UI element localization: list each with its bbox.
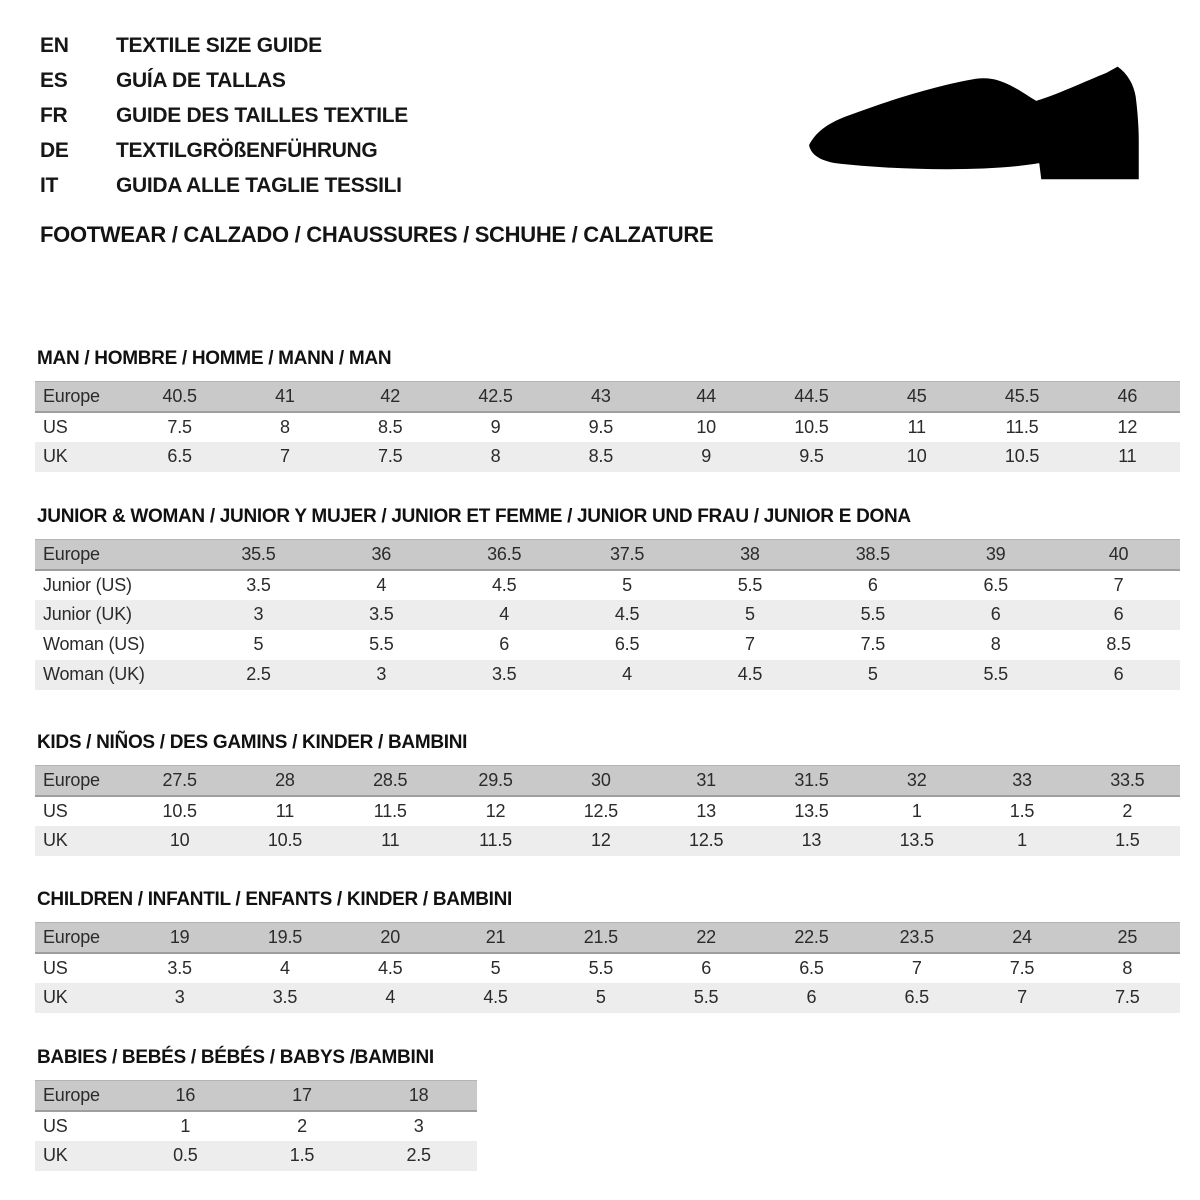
size-table <box>35 922 1180 1013</box>
size-cell: 8 <box>280 416 290 437</box>
size-cell: 8 <box>1122 957 1133 978</box>
row-label: Europe <box>35 766 127 796</box>
size-cell: 13.5 <box>899 830 934 850</box>
size-cell: 5 <box>253 634 264 654</box>
size-cell: 36 <box>320 540 443 570</box>
size-cell: 6 <box>1113 604 1124 624</box>
size-cell: 4.5 <box>737 664 763 684</box>
size-cell: 21 <box>443 923 548 953</box>
table-row <box>35 923 1180 953</box>
size-cell: 3.5 <box>246 574 271 595</box>
row-label: UK <box>43 446 68 466</box>
size-cell: 2.5 <box>406 1145 431 1165</box>
size-cell: 8.5 <box>1106 634 1131 654</box>
size-cell: 10.5 <box>794 416 829 437</box>
table-row <box>35 1141 477 1171</box>
language-code: FR <box>40 103 68 127</box>
size-cell: 8.5 <box>588 446 614 466</box>
table-title: KIDS / NIÑOS / DES GAMINS / KINDER / BAMBINI <box>37 732 468 753</box>
table-row <box>35 570 1180 600</box>
table-row <box>35 1111 477 1141</box>
size-cell: 7.5 <box>860 634 886 654</box>
size-cell: 3 <box>174 987 185 1007</box>
size-cell: 40 <box>1057 540 1180 570</box>
size-cell: 33.5 <box>1075 766 1180 796</box>
size-cell: 5.5 <box>983 664 1008 684</box>
size-cell: 10 <box>906 446 927 466</box>
language-code: EN <box>40 33 69 57</box>
size-cell: 8.5 <box>378 416 403 437</box>
row-label: Europe <box>35 1081 127 1111</box>
size-cell: 2 <box>297 1115 307 1136</box>
table-row <box>35 766 1180 796</box>
size-cell: 13 <box>696 800 716 821</box>
size-cell: 5 <box>490 957 501 978</box>
size-cell: 4.5 <box>378 957 403 978</box>
size-cell: 22 <box>653 923 758 953</box>
size-cell: 7 <box>1113 574 1124 595</box>
row-label: UK <box>43 987 68 1007</box>
size-cell: 4 <box>499 604 510 624</box>
row-label: Woman (US) <box>43 634 145 654</box>
row-label: US <box>43 957 68 978</box>
size-cell: 22.5 <box>759 923 864 953</box>
size-cell: 4.5 <box>614 604 640 624</box>
size-cell: 7 <box>1017 987 1027 1007</box>
size-cell: 1 <box>911 800 922 821</box>
size-cell: 13 <box>801 830 822 850</box>
size-cell: 35.5 <box>197 540 320 570</box>
size-cell: 38.5 <box>811 540 934 570</box>
row-label: Woman (UK) <box>43 664 145 684</box>
size-cell: 4.5 <box>483 987 508 1007</box>
size-cell: 21.5 <box>548 923 653 953</box>
size-cell: 7 <box>280 446 290 466</box>
row-label: Junior (US) <box>43 574 132 595</box>
size-cell: 11 <box>275 800 295 821</box>
size-cell: 7.5 <box>1009 957 1035 978</box>
size-cell: 3.5 <box>272 987 298 1007</box>
size-cell: 28 <box>232 766 337 796</box>
size-cell: 10.5 <box>267 830 303 850</box>
table-row <box>35 983 1180 1013</box>
language-title: TEXTILGRÖßENFÜHRUNG <box>116 138 378 162</box>
size-cell: 28.5 <box>338 766 443 796</box>
row-label: Europe <box>35 540 197 570</box>
row-label: US <box>43 1115 68 1136</box>
size-cell: 6.5 <box>904 987 929 1007</box>
size-cell: 10.5 <box>1004 446 1040 466</box>
size-cell: 10.5 <box>162 800 197 821</box>
size-cell: 6.5 <box>799 957 824 978</box>
size-cell: 6.5 <box>983 574 1008 595</box>
size-cell: 38 <box>689 540 812 570</box>
size-cell: 3 <box>253 604 264 624</box>
size-cell: 12 <box>1117 416 1138 437</box>
size-cell: 5.5 <box>588 957 614 978</box>
table-row <box>35 826 1180 856</box>
table-row <box>35 953 1180 983</box>
size-cell: 17 <box>244 1081 361 1111</box>
size-cell: 0.5 <box>173 1145 198 1165</box>
size-cell: 43 <box>548 382 653 412</box>
size-cell: 5 <box>867 664 878 684</box>
size-cell: 20 <box>338 923 443 953</box>
size-cell: 12.5 <box>689 830 724 850</box>
table-title: BABIES / BEBÉS / BÉBÉS / BABYS /BAMBINI <box>37 1047 434 1068</box>
size-cell: 36.5 <box>443 540 566 570</box>
size-cell: 42.5 <box>443 382 548 412</box>
row-label: UK <box>43 1145 68 1165</box>
size-cell: 1 <box>180 1115 191 1136</box>
size-cell: 11 <box>1118 446 1137 466</box>
size-cell: 37.5 <box>566 540 689 570</box>
category-heading: FOOTWEAR / CALZADO / CHAUSSURES / SCHUHE / CALZATURE <box>40 222 714 247</box>
size-cell: 11 <box>907 416 926 437</box>
size-cell: 1.5 <box>1115 830 1140 850</box>
size-cell: 46 <box>1075 382 1180 412</box>
size-cell: 12.5 <box>583 800 618 821</box>
size-table-section <box>35 889 1180 1013</box>
table-row <box>35 630 1180 660</box>
size-cell: 3.5 <box>491 664 517 684</box>
size-cell: 3 <box>376 664 387 684</box>
size-cell: 45.5 <box>969 382 1074 412</box>
size-cell: 2.5 <box>246 664 271 684</box>
size-cell: 6 <box>990 604 1001 624</box>
size-cell: 24 <box>969 923 1074 953</box>
size-cell: 8 <box>990 634 1001 654</box>
table-title: MAN / HOMBRE / HOMME / MANN / MAN <box>37 348 392 369</box>
size-cell: 1.5 <box>289 1145 315 1165</box>
size-cell: 11.5 <box>1005 416 1039 437</box>
size-cell: 7.5 <box>378 446 403 466</box>
language-title: GUIDA ALLE TAGLIE TESSILI <box>116 173 402 197</box>
size-cell: 4 <box>622 664 632 684</box>
size-cell: 9.5 <box>588 416 614 437</box>
language-title: TEXTILE SIZE GUIDE <box>116 33 322 57</box>
row-label: Europe <box>35 382 127 412</box>
size-cell: 13.5 <box>794 800 829 821</box>
row-label: UK <box>43 830 68 850</box>
size-cell: 6 <box>499 634 510 654</box>
size-cell: 3.5 <box>369 604 394 624</box>
size-cell: 29.5 <box>443 766 548 796</box>
table-row <box>35 382 1180 412</box>
size-cell: 32 <box>864 766 969 796</box>
size-cell: 5.5 <box>369 634 394 654</box>
size-cell: 6 <box>806 987 817 1007</box>
size-cell: 2 <box>1122 800 1133 821</box>
size-cell: 31.5 <box>759 766 864 796</box>
size-cell: 6 <box>1113 664 1124 684</box>
size-cell: 18 <box>360 1081 477 1111</box>
table-title: JUNIOR & WOMAN / JUNIOR Y MUJER / JUNIOR ET FEMME / JUNIOR UND FRAU / JUNIOR E DONA <box>37 506 911 527</box>
size-cell: 19 <box>127 923 232 953</box>
size-cell: 3 <box>413 1115 424 1136</box>
language-code: ES <box>40 68 68 92</box>
size-cell: 9 <box>490 416 501 437</box>
size-cell: 10 <box>169 830 190 850</box>
size-table-section <box>35 506 1180 690</box>
size-cell: 10 <box>696 416 716 437</box>
table-row <box>35 796 1180 826</box>
size-cell: 12 <box>591 830 611 850</box>
size-cell: 6.5 <box>614 634 640 654</box>
size-cell: 11.5 <box>479 830 512 850</box>
size-cell: 11.5 <box>373 800 407 821</box>
size-cell: 16 <box>127 1081 244 1111</box>
size-table-section <box>35 1047 1180 1171</box>
table-title: CHILDREN / INFANTIL / ENFANTS / KINDER / BAMBINI <box>37 889 513 910</box>
size-cell: 8 <box>490 446 501 466</box>
size-cell: 5 <box>595 987 606 1007</box>
table-row <box>35 600 1180 630</box>
size-cell: 12 <box>485 800 506 821</box>
row-label: Junior (UK) <box>43 604 132 624</box>
size-table <box>35 765 1180 856</box>
size-cell: 5 <box>622 574 632 595</box>
size-cell: 11 <box>381 830 400 850</box>
size-cell: 5.5 <box>693 987 719 1007</box>
table-row <box>35 442 1180 472</box>
size-cell: 4.5 <box>491 574 517 595</box>
table-row <box>35 540 1180 570</box>
size-cell: 4 <box>280 957 290 978</box>
size-cell: 30 <box>548 766 653 796</box>
size-cell: 6 <box>701 957 712 978</box>
size-cell: 44 <box>653 382 758 412</box>
size-cell: 5.5 <box>737 574 763 595</box>
size-table <box>35 1080 477 1171</box>
size-cell: 7.5 <box>1115 987 1140 1007</box>
size-table <box>35 381 1180 472</box>
size-cell: 1.5 <box>1009 800 1035 821</box>
row-label: Europe <box>35 923 127 953</box>
size-cell: 41 <box>232 382 337 412</box>
size-cell: 6.5 <box>167 446 192 466</box>
table-row <box>35 1081 477 1111</box>
size-cell: 31 <box>653 766 758 796</box>
size-cell: 6 <box>867 574 878 595</box>
size-cell: 42 <box>338 382 443 412</box>
size-cell: 25 <box>1075 923 1180 953</box>
size-cell: 45 <box>864 382 969 412</box>
size-cell: 27.5 <box>127 766 232 796</box>
size-table <box>35 539 1180 690</box>
size-cell: 4 <box>385 987 396 1007</box>
language-title: GUIDE DES TAILLES TEXTILE <box>116 103 408 127</box>
size-cell: 9 <box>701 446 712 466</box>
table-row <box>35 660 1180 690</box>
size-cell: 3.5 <box>167 957 192 978</box>
size-cell: 7.5 <box>167 416 192 437</box>
size-cell: 5.5 <box>860 604 886 624</box>
size-cell: 7 <box>911 957 922 978</box>
size-cell: 33 <box>969 766 1074 796</box>
language-code: IT <box>40 173 59 197</box>
table-row <box>35 412 1180 442</box>
language-title: GUÍA DE TALLAS <box>116 68 286 92</box>
size-cell: 9.5 <box>799 446 824 466</box>
language-code: DE <box>40 138 69 162</box>
size-table-section <box>35 348 1180 472</box>
size-cell: 1 <box>1017 830 1027 850</box>
size-cell: 40.5 <box>127 382 232 412</box>
size-table-section <box>35 732 1180 856</box>
size-cell: 23.5 <box>864 923 969 953</box>
size-cell: 19.5 <box>232 923 337 953</box>
row-label: US <box>43 416 68 437</box>
size-cell: 39 <box>934 540 1057 570</box>
size-tables <box>35 0 1180 1200</box>
size-cell: 5 <box>745 604 755 624</box>
size-cell: 44.5 <box>759 382 864 412</box>
size-cell: 4 <box>376 574 387 595</box>
size-cell: 7 <box>745 634 755 654</box>
row-label: US <box>43 800 68 821</box>
